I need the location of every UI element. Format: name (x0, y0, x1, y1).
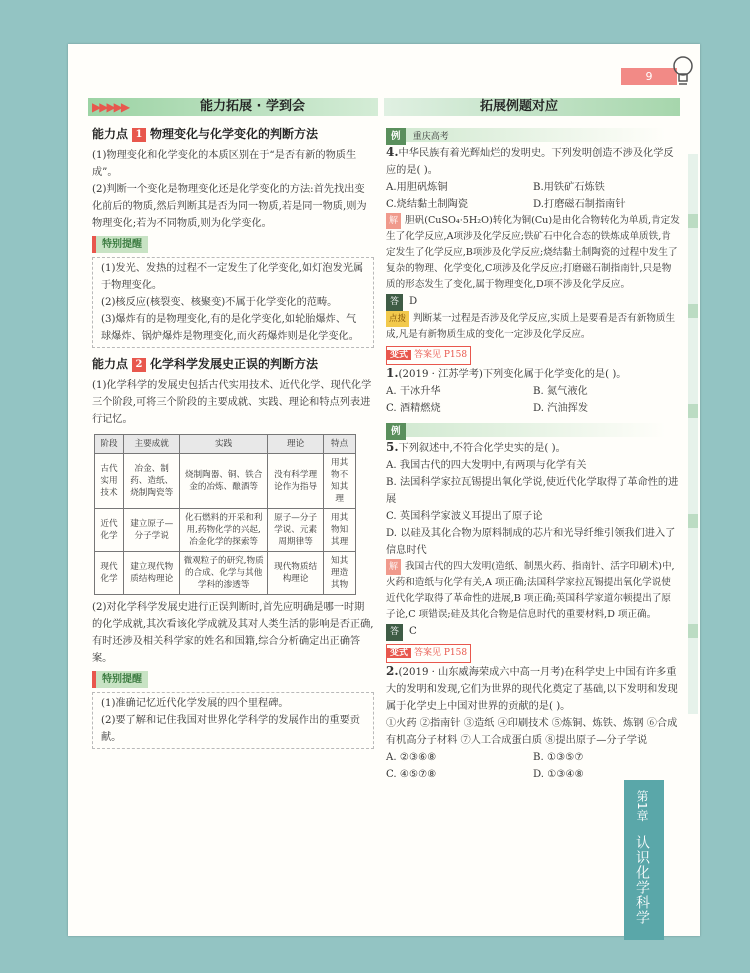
q1-options-row-1: A. 干冰升华 B. 氮气液化 (386, 386, 588, 397)
q4-solution: 解 胆矾(CuSO₄·5H₂O)转化为铜(Cu)是由化合物转化为单质,肯定发生了化学反应,A项涉及化学反应;铁矿石中化合态的铁炼成单质铁,肯定发生了化学反应,B项涉及化学反应;烧结黏土制陶瓷的过程中发生了复杂的物理、化学变化,C项涉及化学反应;打磨磁石制指南针,只是物质的形态发生了变化,属于物理变化,D项不涉及化学反应。 (386, 215, 680, 290)
question-5: 5.下列叙述中,不符合化学史实的是( )。 (386, 440, 566, 454)
question-1: 1.(2019 · 江苏学考)下列变化属于化学变化的是( )。 (386, 366, 627, 380)
q2-items: ①火药 ②指南针 ③造纸 ④印刷技术 ⑤炼铜、炼铁、炼钢 ⑥合成有机高分子材料 ⑦人工合成蛋白质 ⑧提出原子—分子学说 (386, 718, 678, 746)
table-row: 古代实用技术 冶金、制药、造纸、烧制陶瓷等 烧制陶器、铜、铁合金的冶炼、酿酒等 没有科学理论作为指导 用其物不知其理 (95, 454, 356, 509)
sidebar-title: 认识化学科学 (634, 835, 650, 925)
table-header-row: 阶段 主要成就 实践 理论 特点 (95, 435, 356, 454)
side-strip (688, 154, 698, 714)
section-banner (88, 98, 680, 116)
sidebar-chapter: 第1章 (635, 790, 649, 822)
special-reminder-box (92, 257, 374, 348)
q4-options-row-1: A.用胆矾炼铜 B.用铁矿石炼铁 (386, 182, 605, 193)
example-1-bar: 例 重庆高考 (386, 128, 680, 142)
point-1-heading: 能力点 1 物理变化与化学变化的判断方法 (92, 127, 319, 141)
textbook-page (68, 44, 700, 936)
q5-option-d: D. 以硅及其化合物为原料制成的芯片和光导纤维引领我们进入了信息时代 (386, 528, 676, 556)
page-number: 9 (621, 68, 677, 85)
question-2: 2.(2019 · 山东威海荣成六中高一月考)在科学史上中国有许多重大的发明和发现,它们为世界的现代化奠定了基础,以下发明和发现属于化学史上中国对世界的贡献的是( )。 (386, 664, 678, 712)
special-reminder-box-2 (92, 692, 374, 749)
banner-left-title: 能力拓展 · 学到会 (200, 99, 305, 114)
point-2-heading: 能力点 2 化学科学发展史正误的判断方法 (92, 357, 319, 371)
q5-solution: 解 我国古代的四大发明(造纸、制黑火药、指南针、活字印刷术)中,火药和造纸与化学有关,A 项正确;法国科学家拉瓦锡提出氧化学说使近代化学取得了革命性的进展,B 项正确;英国科学家道尔顿提出了原子论,C 项错误;硅及其化合物是信息时代的重要材料,D 项正确。 (386, 561, 675, 620)
variant-2-header: 变式 答案见 P158 (386, 644, 680, 663)
reminder-2: (2)核反应(核裂变、核聚变)不属于化学变化的范畴。 (101, 297, 338, 308)
banner-right-title: 拓展例题对应 (480, 99, 559, 114)
chapter-sidebar (624, 780, 664, 940)
point-2-para-1: (1)化学科学的发展史包括古代实用技术、近代化学、现代化学三个阶段,可将三个阶段的主要成就、实践、理论和特点列表进行记忆。 (92, 380, 372, 425)
q2-options-row-1: A. ②③⑥⑧ B. ①③⑤⑦ (386, 752, 584, 763)
q1-options-row-2: C. 酒精燃烧 D. 汽油挥发 (386, 403, 589, 414)
q4-answer: 答 D (386, 293, 680, 311)
arrows-icon: ▶▶▶▶▶ (92, 100, 129, 114)
point-2-title: 化学科学发展史正误的判断方法 (150, 357, 319, 371)
reminder-2-2: (2)要了解和记住我国对世界化学科学的发展作出的重要贡献。 (101, 715, 360, 743)
special-reminder-label-2: 特别提醒 (92, 671, 148, 688)
special-reminder-label: 特别提醒 (92, 236, 148, 253)
question-4: 4.中华民族有着光辉灿烂的发明史。下列发明创造不涉及化学反应的是( )。 (386, 145, 674, 176)
point-1-para-1: (1)物理变化和化学变化的本质区别在于“是否有新的物质生成”。 (92, 150, 357, 178)
reminder-2-1: (1)准确记忆近代化学发展的四个里程碑。 (101, 698, 289, 709)
point-1-title: 物理变化与化学变化的判断方法 (150, 127, 319, 141)
q5-option-b: B. 法国科学家拉瓦锡提出氧化学说,使近代化学取得了革命性的进展 (386, 477, 679, 505)
q4-options-row-2: C.烧结黏土制陶瓷 D.打磨磁石制指南针 (386, 199, 626, 210)
q5-answer: 答 C (386, 623, 680, 641)
right-column (386, 126, 680, 783)
point-2-para-2: (2)对化学科学发展史进行正误判断时,首先应明确是哪一时期的化学成就,其次看该化学成就及其对人类生活的影响是否正确,有时还涉及相关科学家的姓名和国籍,综合分析确定出正确答案。 (92, 602, 374, 664)
variant-1-header: 变式 答案见 P158 (386, 346, 680, 365)
point-1-para-2: (2)判断一个变化是物理变化还是化学变化的方法:首先找出变化前后的物质,然后判断其是否为同一物质,若是同一物质,则为物理变化;若为不同物质,则为化学变化。 (92, 184, 367, 229)
table-row: 现代化学 建立现代物质结构理论 微观粒子的研究,物质的合成、化学与其他学科的渗透等 现代物质结构理论 知其理造其物 (95, 552, 356, 595)
history-table (94, 434, 356, 595)
lightbulb-icon (668, 52, 698, 92)
q5-option-c: C. 英国科学家波义耳提出了原子论 (386, 511, 543, 522)
q5-option-a: A. 我国古代的四大发明中,有两项与化学有关 (386, 460, 587, 471)
q2-options-row-2: C. ④⑤⑦⑧ D. ①③④⑧ (386, 769, 584, 780)
q4-tip: 点拨 判断某一过程是否涉及化学反应,实质上是要看是否有新物质生成,凡是有新物质生成的变化一定涉及化学反应。 (386, 313, 676, 340)
left-column (92, 126, 374, 749)
reminder-1: (1)发光、发热的过程不一定发生了化学变化,如灯泡发光属于物理变化。 (101, 263, 364, 291)
example-2-bar: 例 (386, 423, 680, 437)
table-row: 近代化学 建立原子—分子学说 化石燃料的开采和利用,药物化学的兴起,冶金化学的探索等 原子—分子学说、元素周期律等 用其物知其理 (95, 509, 356, 552)
example-1-source: 重庆高考 (412, 132, 449, 142)
reminder-3: (3)爆炸有的是物理变化,有的是化学变化,如轮胎爆炸、气球爆炸、锅炉爆炸是物理变化,而火药爆炸则是化学变化。 (101, 314, 359, 342)
